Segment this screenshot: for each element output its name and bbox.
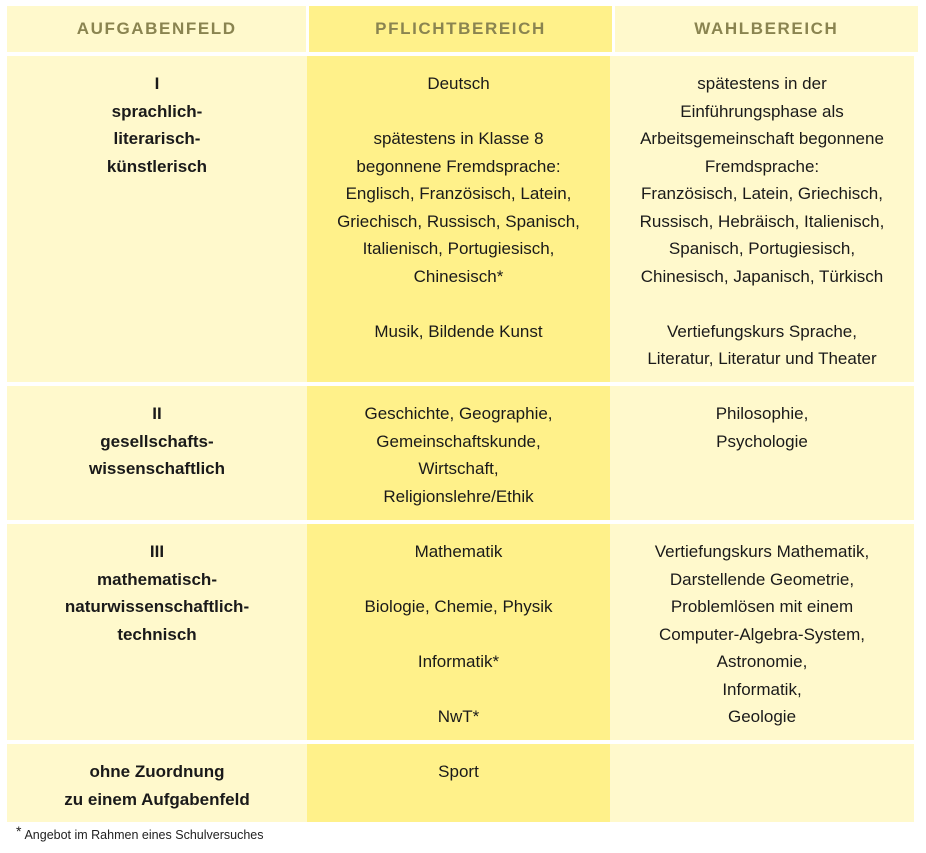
- spacer-line: [307, 676, 610, 704]
- cell-line: spätestens in der: [697, 74, 827, 93]
- cell-line: Darstellende Geometrie,: [669, 569, 855, 589]
- field-cell: [7, 386, 307, 520]
- cell-line: Fremdsprache:: [704, 156, 820, 176]
- cell-line: mathematisch-: [97, 569, 217, 589]
- cell-line: Russisch, Hebräisch, Italienisch,: [639, 211, 885, 231]
- footnote-marker: *: [16, 823, 22, 839]
- cell-line: NwT*: [437, 707, 480, 726]
- table-header-row: [7, 6, 918, 52]
- cell-line: Vertiefungskurs Mathematik,: [654, 542, 870, 561]
- pflicht-cell: [307, 56, 610, 382]
- cell-line: Chinesisch, Japanisch, Türkisch: [640, 266, 884, 286]
- cell-line: Informatik*: [417, 652, 500, 671]
- spacer-line: [610, 290, 914, 318]
- header-wahlbereich: WAHLBEREICH: [615, 6, 918, 52]
- pflicht-cell: [307, 524, 610, 740]
- field-cell: [7, 56, 307, 382]
- cell-line: Literatur, Literatur und Theater: [647, 349, 877, 368]
- cell-line: Gemeinschaftskunde,: [376, 431, 541, 451]
- cell-line: Religionslehre/Ethik: [383, 486, 534, 506]
- cell-line: Vertiefungskurs Sprache,: [667, 321, 857, 341]
- cell-line: Computer-Algebra-System,: [659, 624, 865, 644]
- table-row: [7, 524, 918, 740]
- cell-line: Psychologie: [716, 431, 808, 451]
- cell-line: Italienisch, Portugiesisch,: [362, 239, 555, 258]
- cell-line: Englisch, Französisch, Latein,: [345, 184, 572, 203]
- table-row: [7, 744, 918, 822]
- field-cell: [7, 744, 307, 822]
- cell-line: sprachlich-: [111, 101, 203, 121]
- cell-line: begonnene Fremdsprache:: [356, 156, 561, 176]
- footnote: [16, 823, 264, 842]
- cell-line: Biologie, Chemie, Physik: [364, 597, 553, 616]
- cell-line: Wirtschaft,: [418, 459, 499, 478]
- cell-line: spätestens in Klasse 8: [373, 129, 544, 148]
- cell-line: technisch: [117, 624, 197, 644]
- cell-line: Informatik,: [722, 679, 802, 699]
- cell-line: Spanisch, Portugiesisch,: [668, 239, 856, 258]
- footnote-text: Angebot im Rahmen eines Schulversuches: [24, 828, 264, 842]
- cell-line: Sport: [438, 762, 479, 781]
- subject-table: [7, 6, 918, 822]
- cell-line: Griechisch, Russisch, Spanisch,: [337, 211, 580, 231]
- cell-line: I: [154, 74, 160, 93]
- spacer-line: [307, 98, 610, 126]
- cell-line: Musik, Bildende Kunst: [374, 321, 543, 341]
- cell-line: II: [152, 404, 162, 423]
- cell-line: literarisch-: [113, 129, 201, 148]
- cell-line: III: [149, 542, 165, 561]
- cell-line: naturwissenschaftlich-: [64, 597, 250, 616]
- header-pflichtbereich: PFLICHTBEREICH: [309, 6, 611, 52]
- cell-line: gesellschafts-: [100, 431, 214, 451]
- cell-line: Geologie: [727, 707, 797, 726]
- cell-line: Arbeitsgemeinschaft begonnene: [640, 129, 884, 148]
- cell-line: Deutsch: [427, 74, 490, 93]
- spacer-line: [307, 621, 610, 649]
- spacer-line: [307, 290, 610, 318]
- field-cell: [7, 524, 307, 740]
- wahl-cell: [610, 744, 914, 822]
- table-row: [7, 56, 918, 382]
- header-aufgabenfeld: AUFGABENFELD: [7, 6, 306, 52]
- wahl-cell: [610, 524, 914, 740]
- cell-line: Mathematik: [414, 542, 503, 561]
- pflicht-cell: [307, 744, 610, 822]
- cell-line: Einführungsphase als: [680, 101, 844, 121]
- cell-line: Geschichte, Geographie,: [364, 404, 553, 423]
- cell-line: Astronomie,: [716, 652, 808, 671]
- cell-line: künstlerisch: [106, 156, 208, 176]
- cell-line: Philosophie,: [715, 404, 809, 423]
- cell-line: wissenschaftlich: [88, 459, 226, 478]
- wahl-cell: [610, 56, 914, 382]
- cell-line: Chinesisch*: [413, 266, 504, 286]
- cell-line: Französisch, Latein, Griechisch,: [641, 184, 883, 203]
- table-row: [7, 386, 918, 520]
- cell-line: Problemlösen mit einem: [670, 597, 854, 616]
- cell-line: ohne Zuordnung: [89, 762, 225, 781]
- wahl-cell: [610, 386, 914, 520]
- pflicht-cell: [307, 386, 610, 520]
- cell-line: zu einem Aufgabenfeld: [64, 789, 250, 809]
- spacer-line: [307, 566, 610, 594]
